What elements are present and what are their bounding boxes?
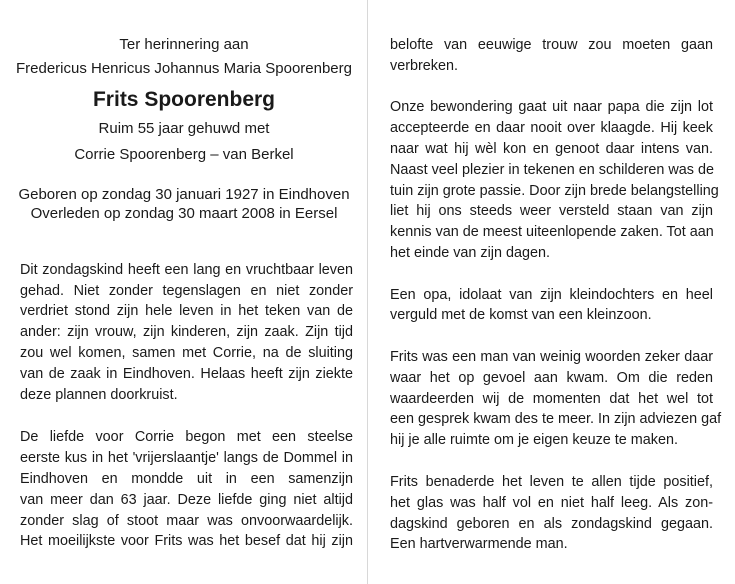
text-line: Frits was een man van weinig woorden zeker daar bbox=[390, 349, 713, 365]
text-line: zonder slag of stoot maar was onvoorwaardelijk. bbox=[20, 513, 353, 529]
text-line: hij je alle ruimte om je eigen keuze te maken. bbox=[390, 432, 678, 448]
text-line: het glas was half vol en niet half leeg. Als zon- bbox=[390, 495, 713, 511]
full-name: Fredericus Henricus Johannus Maria Spoorenberg bbox=[15, 60, 352, 77]
text-line: waardeerden wij de momenten dat het wel tot bbox=[390, 391, 713, 407]
text-line: Dit zondagskind heeft een lang en vruchtbaar leven bbox=[20, 262, 353, 278]
text-line: De liefde voor Corrie begon met een steelse bbox=[20, 429, 353, 445]
intro-line: Ter herinnering aan bbox=[119, 36, 249, 53]
text-line: het einde van zijn dagen. bbox=[390, 245, 551, 261]
text-line: ander: zijn vrouw, zijn kinderen, zijn zaak. Zijn tijd bbox=[20, 324, 353, 340]
text-line: dagskind geboren en als zondagskind gegaan. bbox=[390, 516, 713, 532]
text-line: kennis van de meest uiteenlopende zaken. Tot aan bbox=[390, 224, 714, 240]
text-line: verdriet stond zijn hele leven in het teken van de bbox=[20, 303, 353, 319]
married-line: Ruim 55 jaar gehuwd met bbox=[98, 120, 270, 137]
text-line: belofte van eeuwige trouw zou moeten gaan bbox=[390, 37, 713, 53]
text-line: een gesprek kwam des te meer. In zijn adviezen gaf bbox=[390, 411, 722, 427]
text-line: Naast veel plezier in tekenen en schilderen was de bbox=[390, 162, 714, 178]
text-line: Een hartverwarmende man. bbox=[390, 536, 568, 552]
text-line: Frits benaderde het leven te allen tijde positief, bbox=[390, 474, 713, 490]
text-line: accepteerde en daar nooit over klaagde. Hij keek bbox=[390, 120, 713, 136]
text-line: waar het op gevoel aan kwam. Om die reden bbox=[390, 370, 713, 386]
text-line: tuin zijn grote passie. Door zijn brede belangstelling bbox=[390, 183, 719, 199]
text-line: verbreken. bbox=[390, 58, 458, 74]
text-line: Onze bewondering gaat uit naar papa die zijn lot bbox=[390, 99, 713, 115]
text-line: gehad. Niet zonder tegenslagen en niet zonder bbox=[20, 283, 353, 299]
deceased-name: Frits Spoorenberg bbox=[92, 88, 276, 111]
death-line: Overleden op zondag 30 maart 2008 in Eersel bbox=[30, 205, 338, 222]
text-line: naar wat hij wèl kon en genoot daar intens van. bbox=[390, 141, 713, 157]
text-line: van de zaak in Eindhoven. Helaas heeft zijn ziekte bbox=[20, 366, 353, 382]
right-panel bbox=[368, 0, 735, 584]
text-line: eerste kus in het 'vrijerslaantje' langs de Dommel in bbox=[20, 450, 353, 466]
text-line: liet hij ons steeds weer versteld staan van zijn bbox=[390, 203, 713, 219]
text-line: Het moeilijkste voor Frits was het besef dat hij zijn bbox=[20, 533, 353, 549]
spouse-name: Corrie Spoorenberg – van Berkel bbox=[74, 146, 294, 163]
text-line: Eindhoven en mondde uit in een samenzijn bbox=[20, 471, 353, 487]
text-line: Een opa, idolaat van zijn kleindochters en heel bbox=[390, 287, 713, 303]
text-line: zou wel komen, samen met Corrie, na de sluiting bbox=[20, 345, 353, 361]
text-line: verguld met de komst van een kleinzoon. bbox=[390, 307, 652, 323]
text-line: van meer dan 63 jaar. Deze liefde ging niet altijd bbox=[20, 492, 353, 508]
text-line: deze plannen doorkruist. bbox=[20, 387, 178, 403]
birth-line: Geboren op zondag 30 januari 1927 in Eindhoven bbox=[18, 186, 350, 203]
